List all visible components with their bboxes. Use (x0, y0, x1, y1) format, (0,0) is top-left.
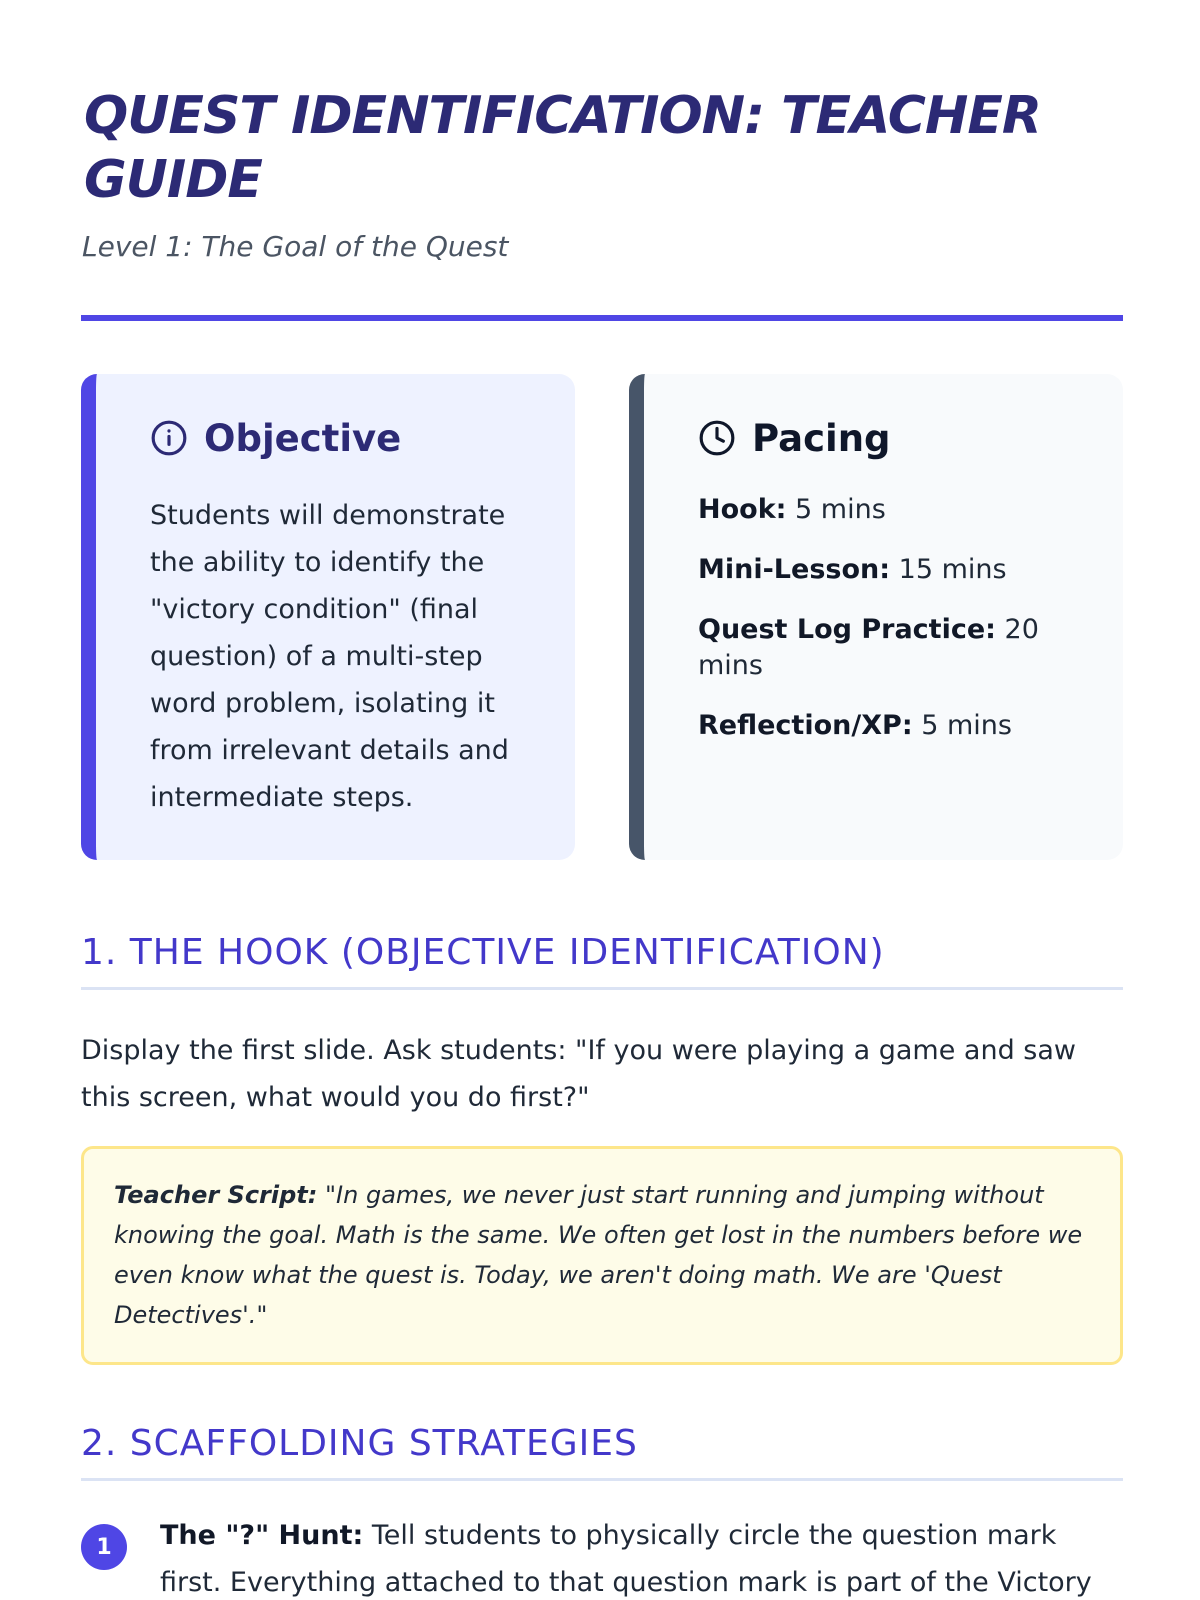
pacing-item-value: 20 mins (698, 614, 1039, 681)
pacing-item-label: Reflection/XP: (698, 710, 913, 741)
strategy-description: Tell students to physically circle the question mark first. Everything attached to that question mark is part of the Victory (160, 1520, 1092, 1598)
strategy-label: The "?" Hunt: (160, 1520, 364, 1551)
strategy-text (160, 1512, 1123, 1600)
pacing-header (698, 412, 1083, 464)
pacing-item-value: 5 mins (795, 494, 886, 525)
pacing-item-value: 15 mins (898, 554, 1007, 585)
objective-card (81, 374, 575, 860)
section-heading-hook: 1. THE HOOK (OBJECTIVE IDENTIFICATION) (81, 932, 1123, 990)
section-heading-scaffolding: 2. SCAFFOLDING STRATEGIES (81, 1423, 1123, 1481)
pacing-item-label: Mini-Lesson: (698, 554, 891, 585)
hook-instructions: Display the first slide. Ask students: "If you were playing a game and saw this screen, what would you do first?" (81, 1035, 1076, 1113)
pacing-item-hook (698, 492, 1083, 528)
pacing-item-value: 5 mins (921, 710, 1012, 741)
pacing-item-label: Hook: (698, 494, 787, 525)
objective-heading: Objective (204, 416, 402, 460)
objective-header (150, 412, 535, 464)
script-text: "In games, we never just start running and jumping without knowing the goal. Math is the same. We often get lost in the numbers before we even know what the quest is. Today, we aren't doing math. We are 'Quest Detectives'." (114, 1181, 1083, 1329)
step-number-badge: 1 (81, 1524, 127, 1570)
clock-icon (698, 419, 736, 457)
strategy-list-item (81, 1512, 1123, 1600)
pacing-item-quest-log (698, 612, 1083, 684)
pacing-item-reflection (698, 708, 1083, 744)
pacing-card (629, 374, 1123, 860)
page-title: QUEST IDENTIFICATION: TEACHER GUIDE (84, 86, 1041, 210)
pacing-item-label: Quest Log Practice: (698, 614, 996, 645)
page-subtitle: Level 1: The Goal of the Quest (82, 230, 509, 263)
pacing-item-mini-lesson (698, 552, 1083, 588)
script-label: Teacher Script: (114, 1181, 318, 1209)
title-divider (81, 315, 1123, 321)
pacing-heading: Pacing (752, 416, 891, 460)
teacher-script-callout (81, 1146, 1123, 1365)
info-icon (150, 419, 188, 457)
objective-text: Students will demonstrate the ability to identify the "victory condition" (final question) of a multi-step word problem, isolating it from irrelevant details and intermediate steps. (150, 500, 509, 813)
